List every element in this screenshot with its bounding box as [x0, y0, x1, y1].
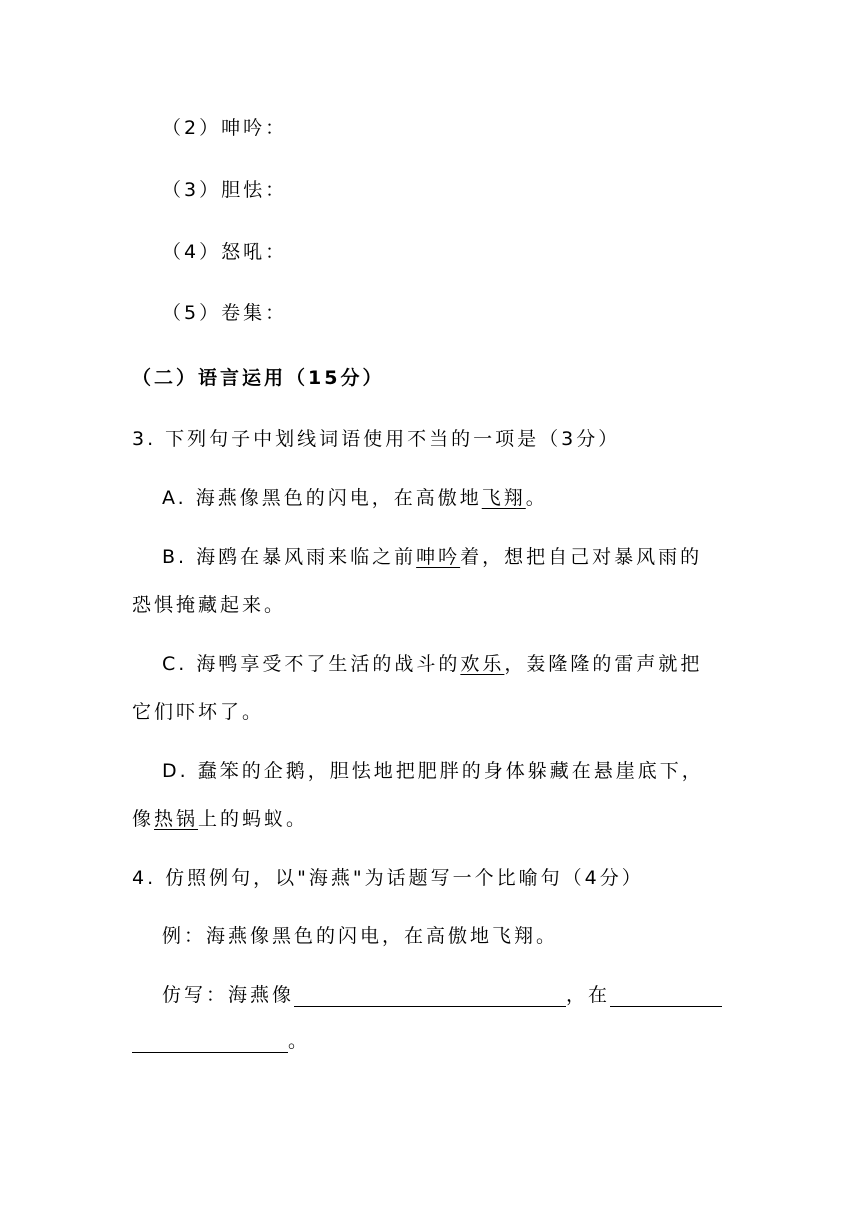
q3-d-underlined: 热锅 — [154, 808, 199, 830]
answer-blank-2[interactable] — [610, 988, 722, 1007]
q3-b-rest: 着，想把自己对暴风雨的 — [460, 546, 703, 568]
vocab-item-2: （2）呻吟： — [162, 117, 288, 139]
q3-option-c — [162, 652, 702, 676]
q4-imitate-label: 仿写：海燕像 — [162, 984, 295, 1006]
q3-d-text: 像 — [132, 808, 155, 830]
q3-c-text: C. 海鸭享受不了生活的战斗的 — [162, 653, 461, 675]
q3-d-rest: 上的蚂蚁。 — [198, 808, 309, 830]
q4-example: 例：海燕像黑色的闪电，在高傲地飞翔。 — [162, 925, 559, 947]
vocab-item-4: （4）怒吼： — [162, 241, 288, 263]
q3-option-d-line2 — [132, 807, 308, 831]
q4-imitate-mid: ，在 — [566, 984, 611, 1006]
vocab-item-5: （5）卷集： — [162, 302, 288, 324]
q3-a-underlined: 飞翔 — [481, 487, 526, 509]
answer-blank-3[interactable] — [132, 1034, 288, 1053]
q3-c-underlined: 欢乐 — [460, 653, 505, 675]
q3-option-a — [162, 486, 548, 510]
q4-imitate-end: 。 — [288, 1030, 311, 1052]
question-3-stem: 3. 下列句子中划线词语使用不当的一项是（3分） — [132, 428, 621, 450]
q3-c-rest: ，轰隆隆的雷声就把 — [504, 653, 703, 675]
q3-b-text: B. 海鸥在暴风雨来临之前 — [162, 546, 417, 568]
vocab-item-3: （3）胆怯： — [162, 179, 288, 201]
q3-a-text: A. 海燕像黑色的闪电，在高傲地 — [162, 487, 482, 509]
q3-option-c-line2: 它们吓坏了。 — [132, 701, 265, 723]
q4-imitate-line2 — [132, 1029, 310, 1053]
q3-option-b-line2: 恐惧掩藏起来。 — [132, 594, 287, 616]
question-4-stem: 4. 仿照例句，以"海燕"为话题写一个比喻句（4分） — [132, 867, 644, 889]
q3-option-b — [162, 545, 702, 569]
q3-a-end: 。 — [525, 487, 548, 509]
answer-blank-1[interactable] — [294, 988, 566, 1007]
section-title: （二）语言运用（15分） — [132, 367, 385, 389]
q3-option-d: D. 蠢笨的企鹅，胆怯地把肥胖的身体躲藏在悬崖底下， — [162, 760, 704, 782]
q4-imitate — [162, 983, 722, 1007]
q3-b-underlined: 呻吟 — [416, 546, 461, 568]
